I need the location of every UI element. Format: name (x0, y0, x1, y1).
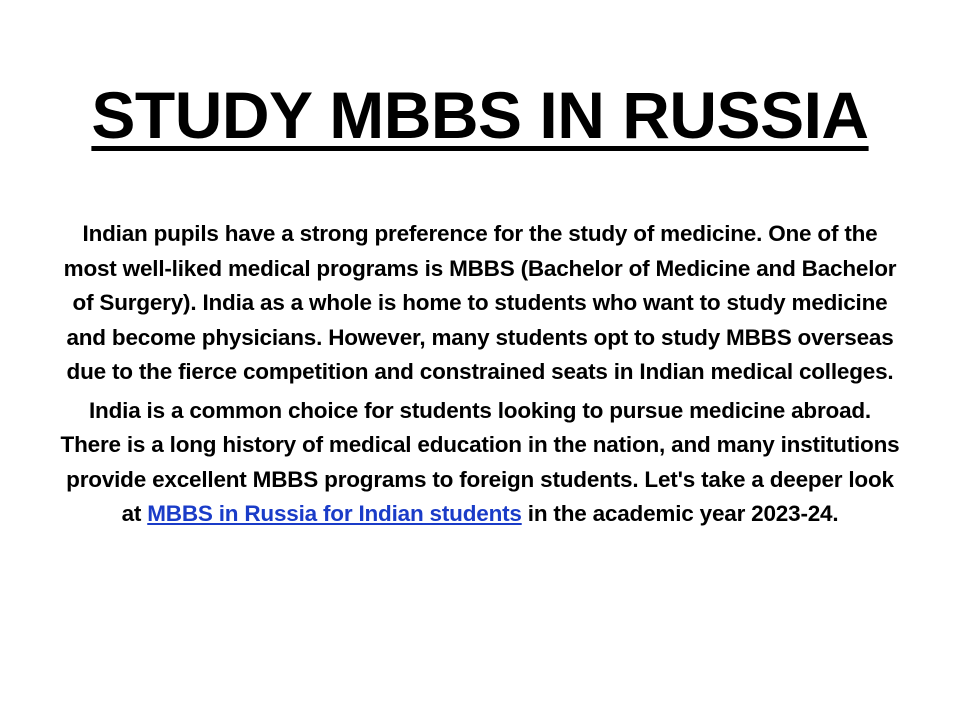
mbbs-russia-link[interactable]: MBBS in Russia for Indian students (147, 501, 522, 526)
paragraph-overview-text: India is a common choice for students looking to pursue medicine abroad. There is a long history of medical education in the nation, and many institutions provide excellent MBBS programs to foreign students. Let's take a deeper look at (60, 397, 900, 526)
body-text (60, 217, 900, 532)
paragraph-intro: Indian pupils have a strong preference for the study of medicine. One of the most well-liked medical programs is MBBS (Bachelor of Medicine and Bachelor of Surgery). India as a whole is home to students who want to study medicine and become physicians. However, many students opt to study MBBS overseas due to the fierce competition and constrained seats in Indian medical colleges. (63, 221, 897, 384)
paragraph-overview-tail: in the academic year 2023-24. (521, 501, 839, 526)
page-title: STUDY MBBS IN RUSSIA (91, 78, 869, 152)
paragraph-overview (60, 394, 900, 532)
